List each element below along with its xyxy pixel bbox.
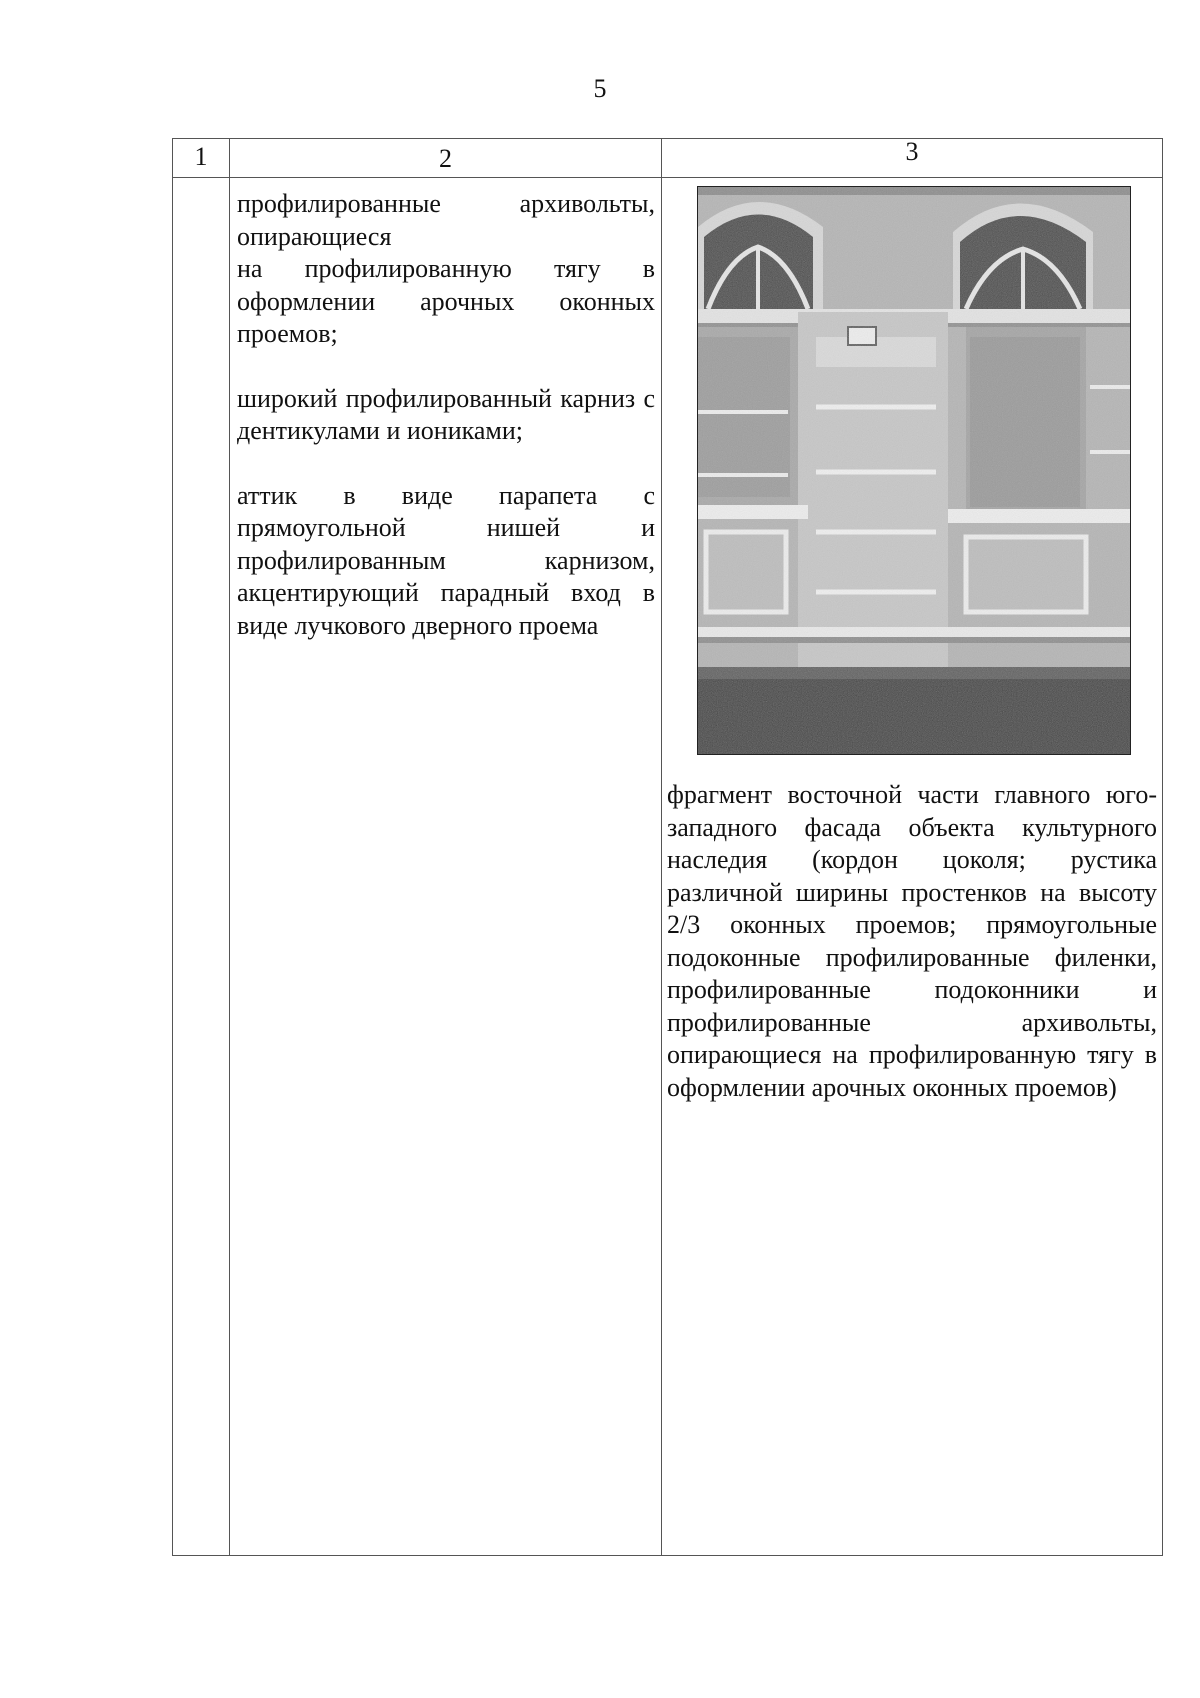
page-number: 5 [593,74,607,103]
photo-cell [662,178,1163,1556]
heritage-table [172,138,1163,1556]
facade-fragment-photo [697,186,1131,755]
description-paragraph-archivolts: профилированные архивольты, опирающиеся на профилированную тягу в оформлении арочных оконных проемов; [237,189,655,348]
table-row [173,178,1163,1556]
facade-illustration [698,187,1130,754]
column-header-2: 2 [230,139,662,178]
description-cell [230,178,662,1556]
table-header-row [173,139,1163,178]
column-header-3: 3 [662,139,1163,178]
column-header-1: 1 [173,139,230,178]
row-number-cell [173,178,230,1556]
description-paragraph-attic: аттик в виде парапета с прямоугольной нишей и профилированным карнизом, акцентирующий парадный вход в виде лучкового дверного проема [237,480,655,640]
description-paragraph-cornice: широкий профилированный карниз с дентикулами и иониками; [237,383,655,445]
photo-caption: фрагмент восточной части главного юго-западного фасада объекта культурного наследия (кордон цоколя; рустика различной ширины простенков на высоту 2/3 оконных проемов; прямоугольные подоконные профилированные филенки, профилированные подоконники и профилированные архивольты, опирающиеся на профилированную тягу в оформлении арочных оконных проемов) [667,780,1157,1102]
